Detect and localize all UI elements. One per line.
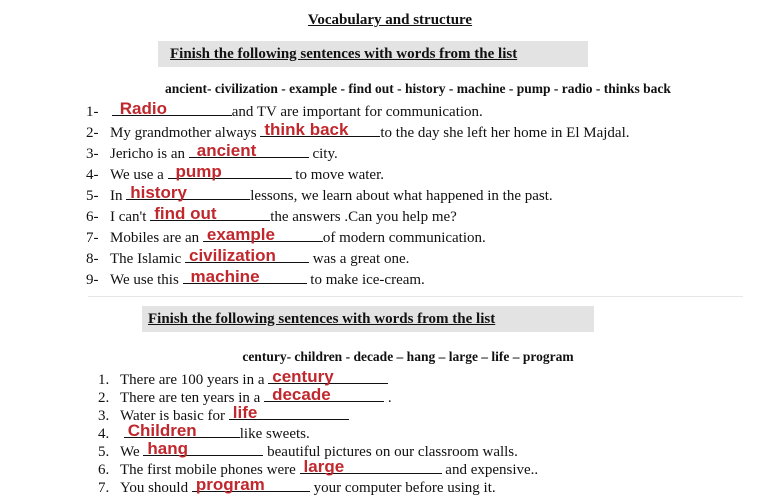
sentence-after: to the day she left her home in El Majdal. — [380, 125, 630, 141]
answer-blank — [260, 120, 380, 137]
sentence-before: The first mobile phones were — [120, 462, 296, 478]
answer-blank — [203, 225, 323, 242]
sentence-after: . — [387, 390, 392, 406]
sentence-before: I can't — [110, 209, 147, 225]
sentence-after: to make ice-cream. — [310, 272, 425, 288]
exercise1-item — [86, 99, 483, 122]
sentence-after: was a great one. — [312, 251, 410, 267]
item-number: 5. — [98, 444, 110, 460]
item-number: 5- — [86, 188, 99, 204]
answer-blank — [185, 246, 309, 263]
exercise1-item — [86, 246, 409, 269]
sentence-before: We — [120, 444, 140, 460]
sentence-before: There are 100 years in a — [120, 372, 265, 388]
exercise1-item — [86, 141, 338, 164]
exercise2-item — [98, 475, 496, 498]
item-number: 4- — [86, 167, 99, 183]
item-number: 8- — [86, 251, 99, 267]
sentence-before: Jericho is an — [110, 146, 185, 162]
sentence-after: and TV are important for communication. — [231, 104, 483, 120]
answer-blank — [264, 385, 384, 402]
handwritten-answer: hang — [147, 439, 188, 458]
divider — [88, 296, 743, 297]
sentence-after: like sweets. — [239, 426, 310, 442]
handwritten-answer: decade — [272, 385, 331, 404]
sentence-after: the answers .Can you help me? — [270, 209, 457, 225]
item-number: 3. — [98, 408, 110, 424]
item-number: 7- — [86, 230, 99, 246]
answer-blank — [192, 475, 310, 492]
handwritten-answer: Radio — [119, 99, 167, 118]
handwritten-answer: Children — [127, 421, 197, 440]
sentence-after: to move water. — [295, 167, 385, 183]
handwritten-answer: ancient — [196, 141, 257, 160]
handwritten-answer: history — [130, 183, 187, 202]
instruction-text-2: Finish the following sentences with words from the list — [148, 310, 496, 327]
item-number: 7. — [98, 480, 110, 496]
handwritten-answer: machine — [190, 267, 260, 286]
sentence-before: We use this — [110, 272, 179, 288]
sentence-before: In — [110, 188, 123, 204]
answer-blank — [112, 99, 232, 116]
sentence-before: Water is basic for — [120, 408, 225, 424]
item-number: 2- — [86, 125, 99, 141]
exercise1-item — [86, 120, 630, 143]
exercise1-item — [86, 183, 553, 206]
answer-blank — [189, 141, 309, 158]
page-title: Vocabulary and structure — [307, 12, 473, 28]
instruction-band-1 — [158, 41, 588, 67]
instruction-text-1: Finish the following sentences with words from the list — [170, 45, 518, 62]
word-list-1: ancient- civilization - example - find out - history - machine - pump - radio - thinks back — [165, 81, 671, 96]
handwritten-answer: find out — [154, 204, 217, 223]
sentence-after: lessons, we learn about what happened in the past. — [250, 188, 553, 204]
sentence-before: We use a — [110, 167, 164, 183]
item-number: 6- — [86, 209, 99, 225]
item-number: 9- — [86, 272, 99, 288]
handwritten-answer: example — [206, 225, 275, 244]
item-number: 6. — [98, 462, 110, 478]
answer-blank — [124, 421, 240, 438]
answer-blank — [126, 183, 250, 200]
answer-blank — [183, 267, 307, 284]
answer-blank — [300, 457, 442, 474]
handwritten-answer: life — [232, 403, 258, 422]
handwritten-answer: program — [195, 475, 265, 494]
sentence-after: of modern communication. — [322, 230, 486, 246]
sentence-before: You should — [120, 480, 189, 496]
exercise1-item — [86, 162, 384, 185]
sentence-after: city. — [312, 146, 338, 162]
word-list-2: century- children - decade – hang – large – life – program — [242, 349, 574, 364]
sentence-before: Mobiles are an — [110, 230, 200, 246]
sentence-before: The Islamic — [110, 251, 182, 267]
exercise1-item — [86, 267, 425, 290]
answer-blank — [168, 162, 292, 179]
exercise1-item — [86, 225, 486, 248]
item-number: 1- — [86, 104, 99, 120]
item-number: 2. — [98, 390, 110, 406]
handwritten-answer: large — [303, 457, 345, 476]
item-number: 4. — [98, 426, 110, 442]
item-number: 3- — [86, 146, 99, 162]
answer-blank — [143, 439, 263, 456]
sentence-after: your computer before using it. — [313, 480, 496, 496]
answer-blank — [150, 204, 270, 221]
answer-blank — [229, 403, 349, 420]
exercise1-item — [86, 204, 457, 227]
handwritten-answer: century — [272, 367, 334, 386]
sentence-after: and expensive.. — [445, 462, 539, 478]
instruction-band-2 — [142, 306, 594, 332]
sentence-after: beautiful pictures on our classroom walls. — [267, 444, 518, 460]
answer-blank — [268, 367, 388, 384]
sentence-before: There are ten years in a — [120, 390, 261, 406]
item-number: 1. — [98, 372, 110, 388]
handwritten-answer: think back — [264, 120, 349, 139]
handwritten-answer: civilization — [188, 246, 276, 265]
sentence-before: My grandmother always — [110, 125, 257, 141]
handwritten-answer: pump — [175, 162, 222, 181]
